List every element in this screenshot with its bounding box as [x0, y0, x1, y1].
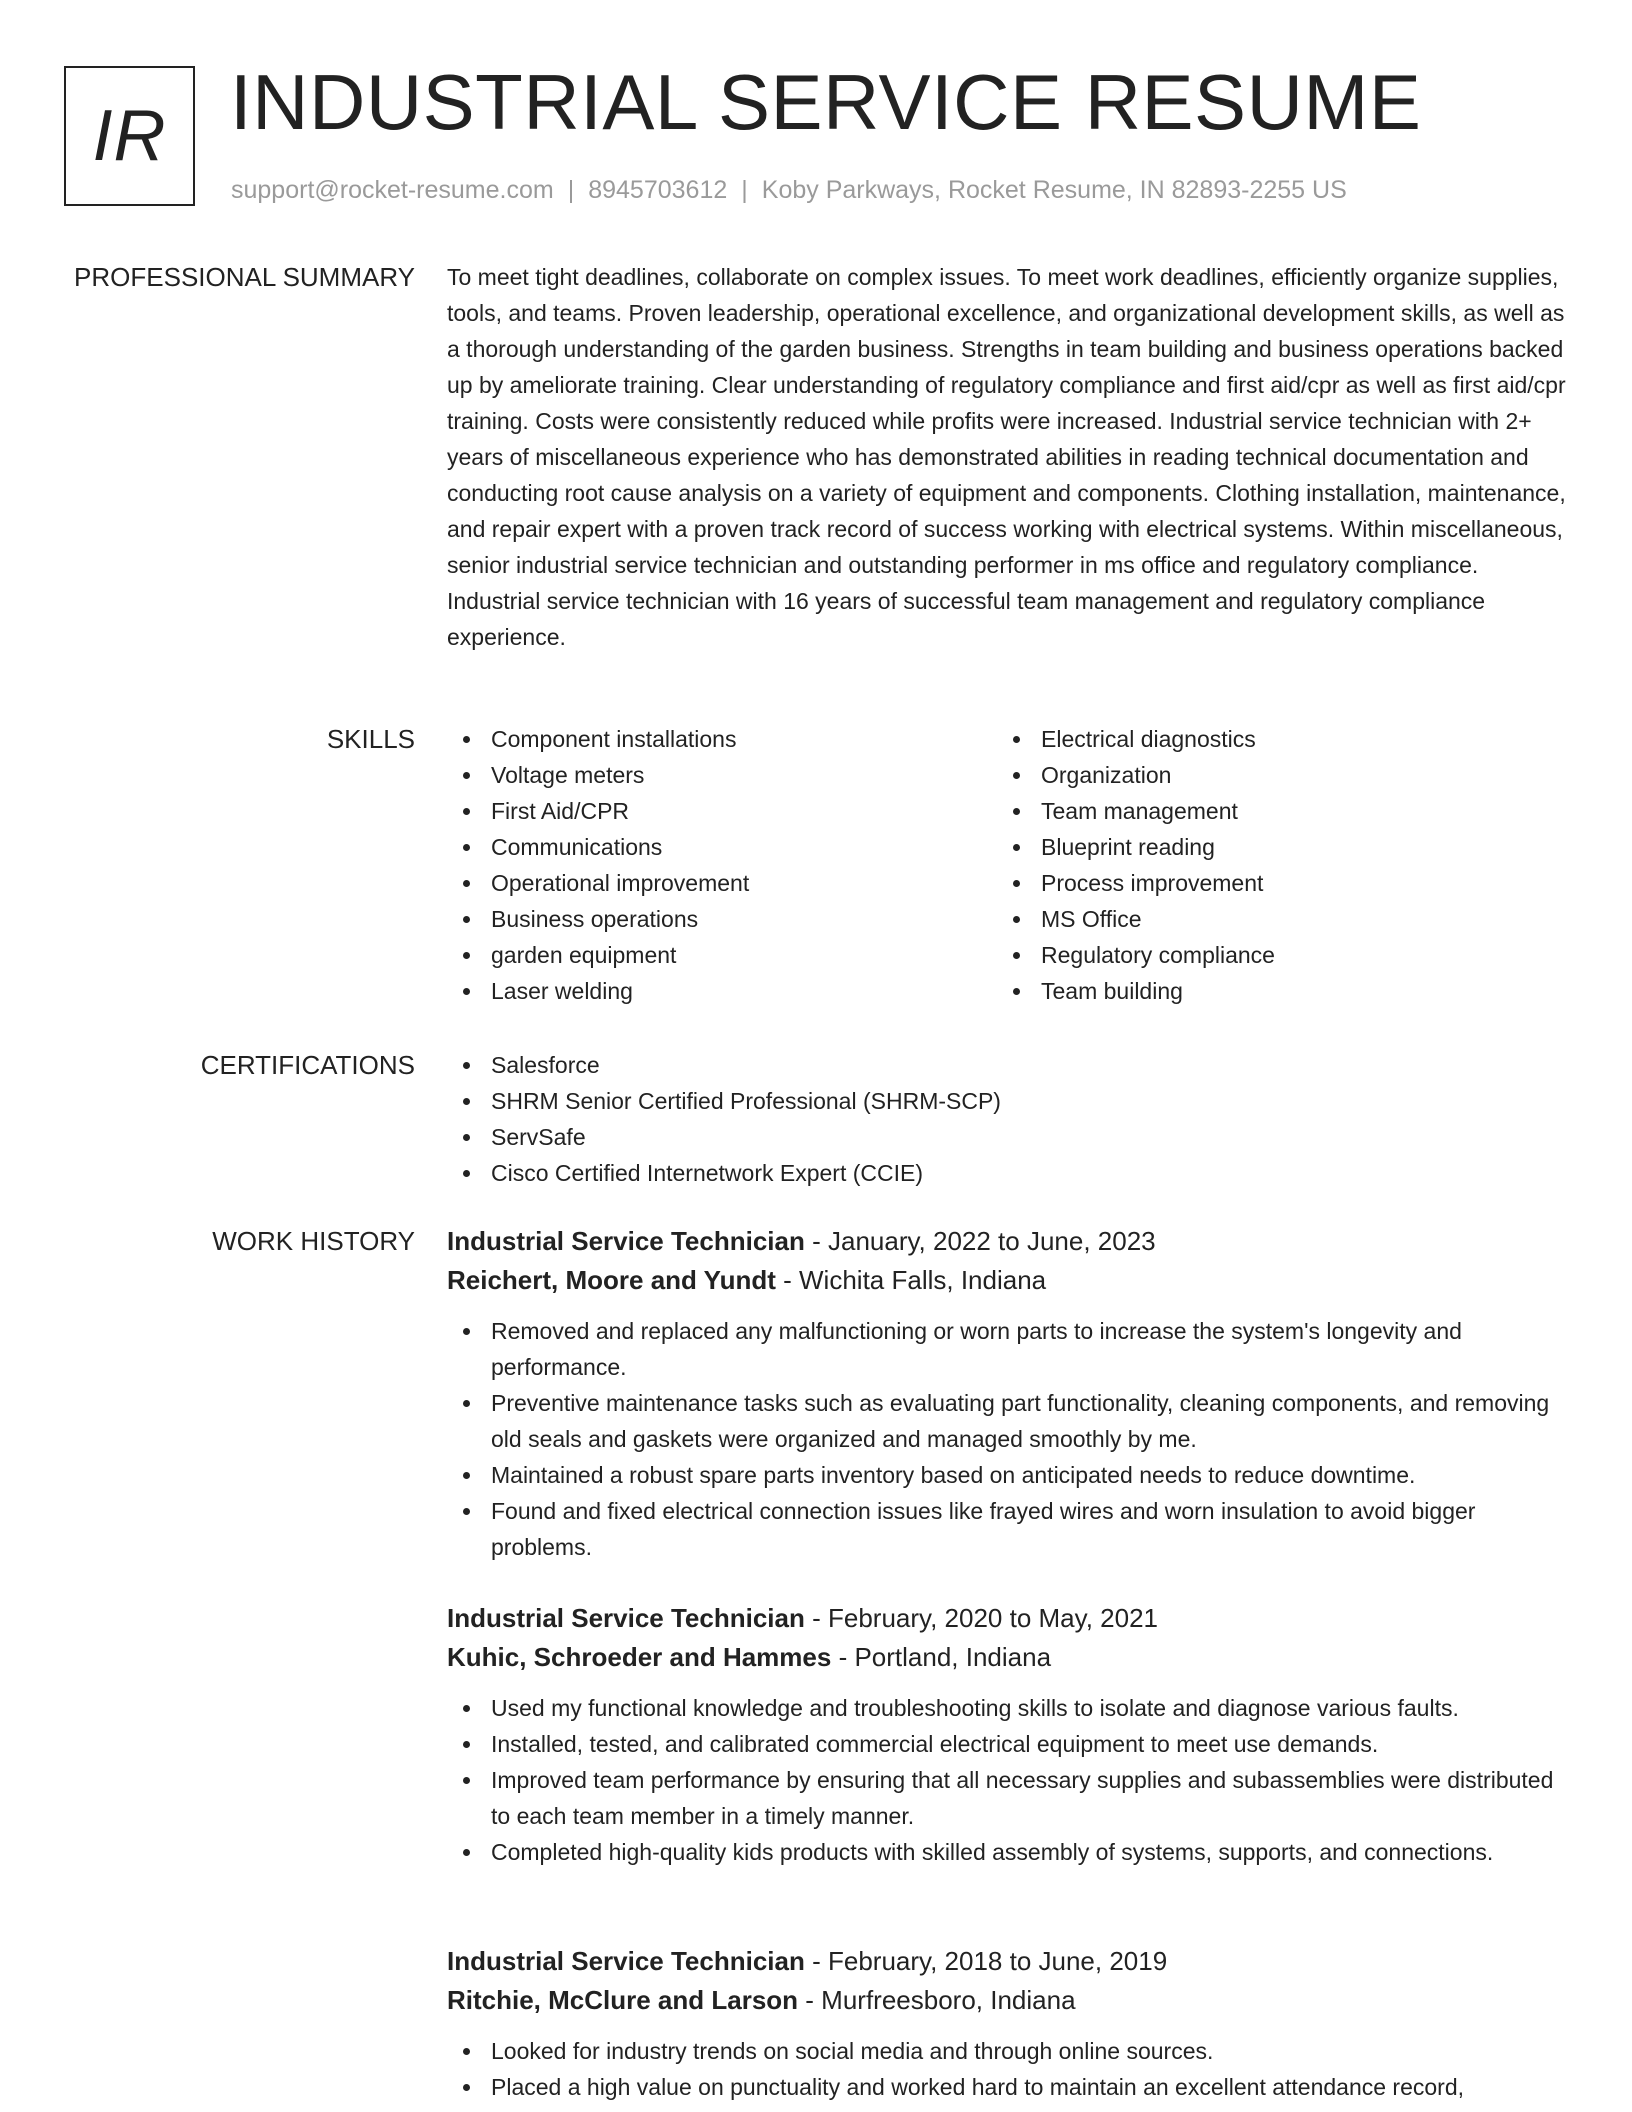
job-location: - Wichita Falls, Indiana: [775, 1265, 1047, 1295]
job-bullet: Completed high-quality kids products with skilled assembly of systems, supports, and connections.: [447, 1834, 1572, 1870]
skill-item: Operational improvement: [447, 865, 997, 901]
skills-list-left: [447, 721, 997, 1009]
summary-heading: PROFESSIONAL SUMMARY: [74, 262, 415, 292]
certifications-list: [447, 1047, 1572, 1191]
job-company-line: [447, 1261, 1572, 1300]
job-company: Ritchie, McClure and Larson: [447, 1985, 799, 2015]
contact-phone[interactable]: 8945703612: [588, 176, 728, 204]
resume-title: INDUSTRIAL SERVICE RESUME: [230, 58, 1422, 146]
job-bullets: [447, 2033, 1572, 2105]
skill-item: Communications: [447, 829, 997, 865]
certification-item: Cisco Certified Internetwork Expert (CCIE): [447, 1155, 1572, 1191]
job-title-line: [447, 1599, 1572, 1638]
skills-column-right: [997, 721, 1547, 1009]
monogram-logo: [64, 66, 195, 206]
skill-item: Voltage meters: [447, 757, 997, 793]
skill-item: Blueprint reading: [997, 829, 1547, 865]
job-company-line: [447, 1638, 1572, 1677]
job-company-line: [447, 1981, 1572, 2020]
job-bullet: Placed a high value on punctuality and worked hard to maintain an excellent attendance record,: [447, 2069, 1572, 2105]
job-dates: - February, 2020 to May, 2021: [804, 1603, 1158, 1633]
contact-separator: |: [567, 176, 575, 204]
job-location: - Portland, Indiana: [831, 1642, 1052, 1672]
monogram-initials: IR: [92, 96, 167, 176]
job-title: Industrial Service Technician: [447, 1946, 805, 1976]
skill-item: Component installations: [447, 721, 997, 757]
job-bullet: Improved team performance by ensuring that all necessary supplies and subassemblies were distributed to each team member in a timely manner.: [447, 1762, 1572, 1834]
skill-item: Business operations: [447, 901, 997, 937]
job-company: Reichert, Moore and Yundt: [447, 1265, 776, 1295]
job-location: - Murfreesboro, Indiana: [798, 1985, 1076, 2015]
job-title-line: [447, 1942, 1572, 1981]
skill-item: Process improvement: [997, 865, 1547, 901]
job-dates: - February, 2018 to June, 2019: [804, 1946, 1168, 1976]
job-bullet: Used my functional knowledge and troubleshooting skills to isolate and diagnose various faults.: [447, 1690, 1572, 1726]
certification-item: ServSafe: [447, 1119, 1572, 1155]
skill-item: Organization: [997, 757, 1547, 793]
job-bullet: Installed, tested, and calibrated commercial electrical equipment to meet use demands.: [447, 1726, 1572, 1762]
job-title: Industrial Service Technician: [447, 1226, 805, 1256]
skills-heading: SKILLS: [326, 724, 415, 754]
contact-address: Koby Parkways, Rocket Resume, IN 82893-2255 US: [761, 176, 1347, 204]
job-bullet: Found and fixed electrical connection issues like frayed wires and worn insulation to avoid bigger problems.: [447, 1493, 1572, 1565]
job-title-line: [447, 1222, 1572, 1261]
contact-email[interactable]: support@rocket-resume.com: [231, 176, 554, 204]
job-bullets: [447, 1690, 1572, 1870]
job-entry: [447, 1599, 1572, 1870]
certification-item: Salesforce: [447, 1047, 1572, 1083]
job-bullet: Removed and replaced any malfunctioning or worn parts to increase the system's longevity and performance.: [447, 1313, 1572, 1385]
skills-list-right: [997, 721, 1547, 1009]
job-title: Industrial Service Technician: [447, 1603, 805, 1633]
skill-item: Electrical diagnostics: [997, 721, 1547, 757]
summary-body: [447, 259, 1572, 655]
skills-grid: [447, 721, 1572, 1009]
job-bullet: Maintained a robust spare parts inventory based on anticipated needs to reduce downtime.: [447, 1457, 1572, 1493]
skill-item: Laser welding: [447, 973, 997, 1009]
job-entry: [447, 1222, 1572, 1565]
skill-item: garden equipment: [447, 937, 997, 973]
job-bullet: Looked for industry trends on social media and through online sources.: [447, 2033, 1572, 2069]
job-entry: [447, 1942, 1572, 2105]
job-bullet: Preventive maintenance tasks such as evaluating part functionality, cleaning components, and removing old seals and gaskets were organized and managed smoothly by me.: [447, 1385, 1572, 1457]
certifications-body: [447, 1047, 1572, 1191]
job-company: Kuhic, Schroeder and Hammes: [447, 1642, 832, 1672]
summary-text: To meet tight deadlines, collaborate on complex issues. To meet work deadlines, efficiently organize supplies, tools, and teams. Proven leadership, operational excellence, and organizational development skills, as well as a thorough understanding of the garden business. Strengths in team building and business operations backed up by ameliorate training. Clear understanding of regulatory compliance and first aid/cpr as well as first aid/cpr training. Costs were consistently reduced while profits were increased. Industrial service technician with 2+ years of miscellaneous experience who has demonstrated abilities in reading technical documentation and conducting root cause analysis on a variety of equipment and components. Clothing installation, maintenance, and repair expert with a proven track record of success working with electrical systems. Within miscellaneous, senior industrial service technician and outstanding performer in ms office and regulatory compliance. Industrial service technician with 16 years of successful team management and regulatory compliance experience.: [447, 264, 1566, 650]
skills-body: [447, 721, 1572, 1009]
skills-column-left: [447, 721, 997, 1009]
job-bullets: [447, 1313, 1572, 1565]
skill-item: Regulatory compliance: [997, 937, 1547, 973]
job-dates: - January, 2022 to June, 2023: [804, 1226, 1156, 1256]
contact-line: [231, 174, 1347, 206]
skill-item: Team management: [997, 793, 1547, 829]
skill-item: MS Office: [997, 901, 1547, 937]
contact-separator: |: [741, 176, 748, 204]
certifications-heading: CERTIFICATIONS: [200, 1050, 415, 1080]
certification-item: SHRM Senior Certified Professional (SHRM-SCP): [447, 1083, 1572, 1119]
skill-item: Team building: [997, 973, 1547, 1009]
work-history-heading: WORK HISTORY: [212, 1226, 415, 1256]
skill-item: First Aid/CPR: [447, 793, 997, 829]
